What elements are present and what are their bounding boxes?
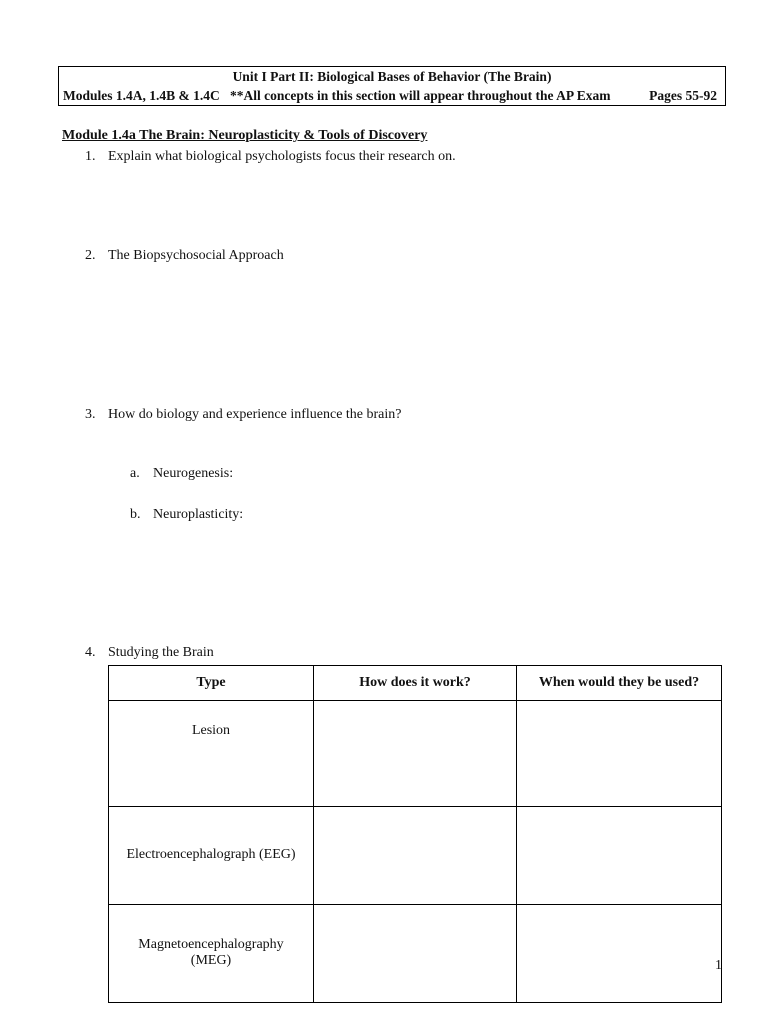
subitem-text: Neurogenesis:: [153, 466, 234, 481]
modules-label: Modules 1.4A, 1.4B & 1.4C: [63, 88, 220, 103]
type-cell: Lesion: [109, 701, 314, 807]
question-number: 4.: [85, 645, 96, 660]
answer-cell[interactable]: [517, 807, 722, 905]
table-header-row: [109, 666, 722, 701]
unit-title: Unit I Part II: Biological Bases of Behavior (The Brain): [232, 69, 552, 84]
column-header-type: Type: [109, 666, 314, 701]
table-row: [109, 905, 722, 1003]
table-row: [109, 701, 722, 807]
pages-label: Pages 55-92: [649, 88, 717, 103]
answer-cell[interactable]: [517, 905, 722, 1003]
answer-cell[interactable]: [517, 701, 722, 807]
question-text: How do biology and experience influence the brain?: [108, 407, 402, 422]
question-number: 3.: [85, 407, 96, 422]
question-text: Explain what biological psychologists focus their research on.: [108, 149, 456, 164]
studying-brain-table: [108, 665, 722, 1003]
exam-note: **All concepts in this section will appear throughout the AP Exam: [230, 88, 611, 103]
answer-cell[interactable]: [314, 905, 517, 1003]
question-number: 1.: [85, 149, 96, 164]
page-number: 1: [715, 958, 722, 973]
subitem-text: Neuroplasticity:: [153, 507, 244, 522]
answer-cell[interactable]: [314, 807, 517, 905]
type-cell: Electroencephalograph (EEG): [109, 807, 314, 905]
answer-cell[interactable]: [314, 701, 517, 807]
subitem-letter: b.: [130, 507, 141, 522]
header-box: [58, 66, 726, 106]
question-text: Studying the Brain: [108, 645, 214, 660]
type-cell: Magnetoencephalography (MEG): [109, 905, 314, 1003]
column-header-when: When would they be used?: [517, 666, 722, 701]
subitem-letter: a.: [130, 466, 140, 481]
module-heading: Module 1.4a The Brain: Neuroplasticity & Tools of Discovery: [62, 128, 428, 143]
column-header-how: How does it work?: [314, 666, 517, 701]
table-row: [109, 807, 722, 905]
question-text: The Biopsychosocial Approach: [108, 248, 284, 263]
question-number: 2.: [85, 248, 96, 263]
